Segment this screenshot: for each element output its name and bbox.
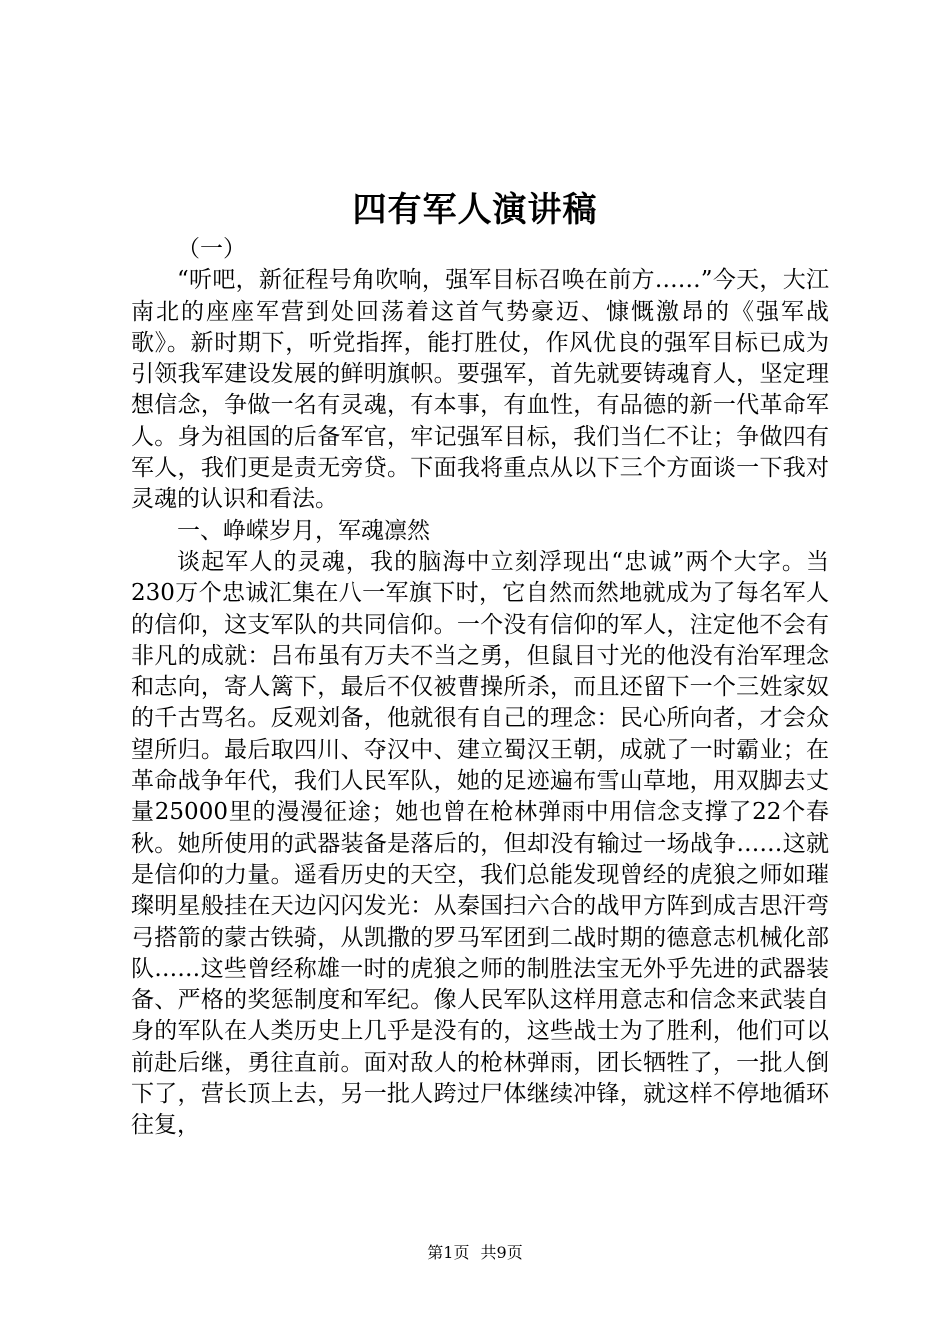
page-number: 第1页 — [427, 1243, 470, 1262]
page-footer — [0, 1242, 950, 1264]
document-body — [131, 234, 829, 1142]
paragraph-main: 谈起军人的灵魂，我的脑海中立刻浮现出“忠诚”两个大字。当230万个忠诚汇集在八一军旗下时，它自然而然地就成为了每名军人的信仰，这支军队的共同信仰。一个没有信仰的军人，注定他不会有非凡的成就：吕布虽有万夫不当之勇，但鼠目寸光的他没有治军理念和志向，寄人篱下，最后不仅被曹操所杀，而且还留下一个三姓家奴的千古骂名。反观刘备，他就很有自己的理念：民心所向者，才会众望所归。最后取四川、夺汉中、建立蜀汉王朝，成就了一时霸业；在革命战争年代，我们人民军队，她的足迹遍布雪山草地，用双脚去丈量25000里的漫漫征途；她也曾在枪林弹雨中用信念支撑了22个春秋。她所使用的武器装备是落后的，但却没有输过一场战争……这就是信仰的力量。遥看历史的天空，我们总能发现曾经的虎狼之师如璀璨明星般挂在天边闪闪发光：从秦国扫六合的战甲方阵到成吉思汗弯弓搭箭的蒙古铁骑，从凯撒的罗马军团到二战时期的德意志机械化部队……这些曾经称雄一时的虎狼之师的制胜法宝无外乎先进的武器装备、严格的奖惩制度和军纪。像人民军队这样用意志和信念来武装自身的军队在人类历史上几乎是没有的，这些战士为了胜利，他们可以前赴后继，勇往直前。面对敌人的枪林弹雨，团长牺牲了，一批人倒下了，营长顶上去，另一批人跨过尸体继续冲锋，就这样不停地循环往复， — [131, 548, 829, 1139]
page-total: 共9页 — [480, 1243, 523, 1262]
section-marker: （一） — [177, 236, 246, 262]
paragraph-intro: “听吧，新征程号角吹响，强军目标召唤在前方……”今天，大江南北的座座军营到处回荡着这首气势豪迈、慷慨激昂的《强军战歌》。新时期下，听党指挥，能打胜仗，作风优良的强军目标已成为引领我军建设发展的鲜明旗帜。要强军，首先就要铸魂育人，坚定理想信念，争做一名有灵魂，有本事，有血性，有品德的新一代革命军人。身为祖国的后备军官，牢记强军目标，我们当仁不让；争做四有军人，我们更是责无旁贷。下面我将重点从以下三个方面谈一下我对灵魂的认识和看法。 — [131, 267, 829, 513]
section-heading: 一、峥嵘岁月，军魂凛然 — [177, 517, 430, 544]
document-title: 四有军人演讲稿 — [352, 190, 598, 230]
